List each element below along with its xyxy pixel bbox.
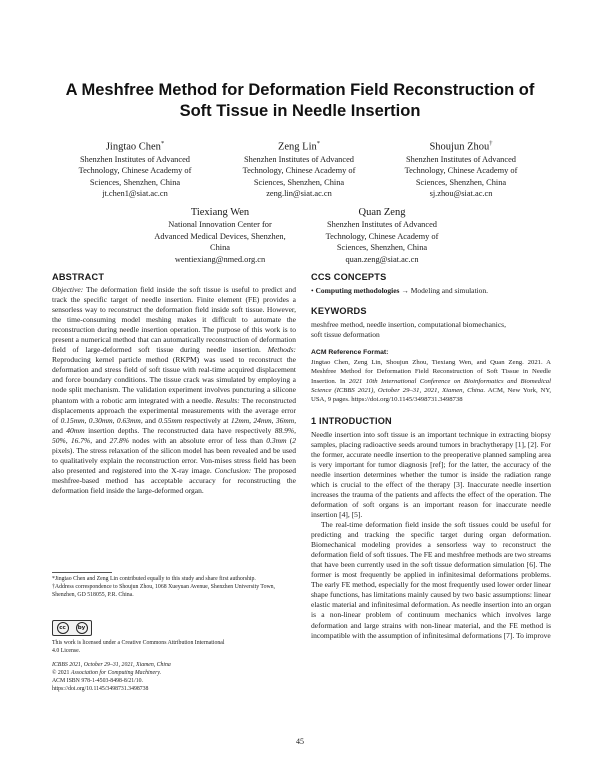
copyright-line: © 2021 Association for Computing Machinery. [52, 669, 162, 676]
objective-label: Objective: [52, 285, 84, 294]
keywords-list: meshfree method, needle insertion, computational biomechanics, soft tissue deformation [311, 320, 506, 340]
conference-line: ICBBS 2021, October 29–31, 2021, Xiamen, China [52, 661, 171, 668]
author-affiliation: National Innovation Center for [168, 220, 272, 229]
results-value: 0.3mm [266, 435, 287, 445]
author-affiliation: Technology, Chinese Academy of [325, 231, 439, 241]
author-affiliation: Advanced Medical Devices, Shenzhen, [154, 231, 286, 241]
results-text: respectively at [184, 415, 229, 425]
left-column [52, 272, 296, 496]
author-email[interactable]: wentiexiang@nmed.org.cn [174, 254, 266, 264]
author-name: Shoujun Zhou† [429, 140, 493, 153]
author-block-4 [130, 206, 310, 265]
conclusion-text: The proposed meshfree-based method has acceptable accuracy for reconstructing the deformation field inside the large-deformed organ. [52, 465, 296, 495]
cc-icon: cc [57, 622, 69, 634]
results-text: insertion depths. The reconstructed data have respectively [88, 425, 272, 435]
author-affiliation: Shenzhen Institutes of Advanced [405, 154, 516, 164]
results-label: Results: [215, 395, 240, 405]
author-affiliation: Technology, Chinese Academy of [242, 166, 356, 176]
author-name: Jingtao Chen* [105, 140, 165, 153]
footnote-correspondence: †Address correspondence to Shoujun Zhou, 1068 Xueyuan Avenue, Shenzhen University Town, Shenzhen, GD 518055, P.R. China. [52, 583, 276, 598]
by-icon: by [76, 622, 88, 634]
author-block-2 [214, 137, 384, 200]
results-value: 0.15mm, 0.30mm, 0.63mm, [60, 415, 143, 425]
author-block-3 [376, 137, 546, 200]
author-affiliation: China [209, 243, 230, 253]
keywords-heading: KEYWORDS [311, 306, 367, 317]
author-affiliation: Sciences, Shenzhen, China [336, 243, 428, 253]
results-value: 27.8% [109, 435, 129, 445]
author-email[interactable]: zeng.lin@siat.ac.cn [266, 189, 332, 199]
license-line: This work is licensed under a Creative Commons Attribution International [52, 640, 225, 646]
results-value: 40mm [66, 425, 85, 435]
abstract-body [52, 285, 296, 496]
results-value: 12mm, 24mm, 36mm, [230, 415, 297, 425]
acm-reference-text: Jingtao Chen, Zeng Lin, Shoujun Zhou, Tiexiang Wen, and Quan Zeng. 2021. A Meshfree Method for Deformation Field Reconstruction of Soft Tissue in Needle Insertion. In 2021 10th International Conference on Bioinformatics and Biomedical Science (ICBBS 2021), October 29–31, 2021, Xiamen, China. ACM, New York, NY, USA, 9 pages. https://doi.org/10.1145/3498731.3498738 [311, 359, 552, 404]
results-text: The reconstructed displacements approach the experimental measurements with the average error of [52, 395, 297, 425]
objective-text: The deformation field inside the soft tissue is useful to predict and track the specific target of needle insertion. Finite element (FE) provides a sensorless way to reconstruct the deformation field inside soft tissue. However, the time-consuming model meshing makes it difficult to automate the reconstruction during needle insertion operation. The purpose of this work is to present a numerical method that can automatically reconstruction of deformation field of large-deformed soft tissue during needle insertion. [52, 285, 296, 355]
author-affiliation: Sciences, Shenzhen, China [89, 177, 181, 187]
page-number: 45 [296, 737, 304, 746]
author-name: Quan Zeng [358, 207, 406, 218]
footnotes [52, 572, 296, 600]
results-text: ( [289, 435, 293, 445]
author-email[interactable]: jt.chen1@siat.ac.cn [102, 189, 168, 199]
results-value: 0.55mm [158, 415, 183, 425]
author-affiliation: Shenzhen Institutes of Advanced [243, 154, 354, 164]
isbn-line: ACM ISBN 978-1-4503-8498-8/21/10. [52, 677, 143, 684]
methods-text: Reproducing kernel particle method (RKPM) was used to reconstruct the deformation and stress field of soft tissue with real-time acquired displacement and force boundary conditions. The tissue crack was simulated by employing a node split mechanism. The validation experiment involves puncturing a silicone phantom with a robotic arm integrated with a needle. [52, 355, 296, 405]
doi-link[interactable]: https://doi.org/10.1145/3498731.3498738 [52, 685, 149, 692]
footnote-rule [52, 572, 112, 573]
acm-reference-heading: ACM Reference Format: [311, 349, 389, 357]
author-name: Zeng Lin* [277, 140, 321, 153]
results-value: 88.9%, 50%, 16.7%, [52, 425, 297, 445]
license-line: 4.0 License. [52, 647, 81, 654]
author-block-5 [297, 206, 467, 265]
author-name: Tiexiang Wen [190, 207, 250, 218]
results-text: nodes with an absolute error of less than [132, 435, 264, 445]
author-affiliation: Sciences, Shenzhen, China [253, 177, 345, 187]
results-text: and [145, 415, 156, 425]
ccs-heading: CCS CONCEPTS [311, 272, 387, 282]
results-text: and [52, 425, 63, 435]
abstract-heading: ABSTRACT [52, 272, 105, 282]
author-affiliation: Technology, Chinese Academy of [78, 166, 192, 176]
results-text: pixels). The stress relaxation of the silicon model has been revealed and be used to qualitatively explain the reconstruction error. Von-mises stress field has been also presented and registered into the X-ray image. [52, 445, 296, 475]
ccs-concepts: • Computing methodologies → Modeling and simulation. [311, 286, 489, 295]
title-line-2: Soft Tissue in Needle Insertion [179, 102, 421, 120]
paper-title [30, 80, 570, 122]
author-affiliation: Technology, Chinese Academy of [404, 166, 518, 176]
introduction-paragraph-2: The real-time deformation field inside the soft tissues could be useful for predicting and tracking the specific target during organ deformation. Biomechanical modeling provides a sensorless way to reconstruct the deformation field of soft tissues. The FE and meshfree methods are two streams that have been currently used in the soft tissue deformation simulation [6]. The former is most frequently be applied in infinitesimal deformations problems. The early FE method, especially for the most frequently used lower order linear shape functions, has limitations mainly caused by two basic assumptions: linear elastic material and infinitesimal deformation. As needle insertion into an organ is a non-linear problem of continuum mechanics which involves large deformation and large strains with non-linear material, and the FE method is incompatible with the assumption of infinitesimal deformations [7]. To improve [311, 520, 551, 640]
author-block-1 [50, 137, 220, 200]
introduction-paragraph-1: Needle insertion into soft tissue is an important technique in extracting biopsy samples, placing radioactive seeds around tumors in brachytherapy [1], [2]. For the former, accurate needle insertion to the preoperative planned sampling area is very important for tumor diagnosis [ref]; for the latter, the accuracy of the needle insertion determines whether the tumor is inside the radiation range which is crucial to the effect of the therapy [3]. Inaccurate needle insertion increases the trauma of the patients and affects the effect of the operation. The deformation of soft organs is an important reason for inaccurate needle insertion [4], [5]. [311, 429, 551, 519]
author-email[interactable]: quan.zeng@siat.ac.cn [345, 254, 419, 264]
right-column [311, 272, 551, 641]
author-affiliation: Shenzhen Institutes of Advanced [326, 220, 437, 229]
footnote-equal-contribution: *Jingtao Chen and Zeng Lin contributed equally to this study and share first authorship. [52, 576, 256, 582]
ccs-category: Computing methodologies [315, 286, 400, 295]
publication-info [52, 662, 296, 694]
author-affiliation: Sciences, Shenzhen, China [415, 177, 507, 187]
author-email[interactable]: sj.zhou@siat.ac.cn [429, 189, 493, 199]
title-line-1: A Meshfree Method for Deformation Field Reconstruction of [65, 81, 535, 99]
methods-label: Methods: [267, 345, 297, 355]
ccs-subcategory: Modeling and simulation. [410, 286, 489, 295]
license-text [52, 640, 296, 656]
creative-commons-badge[interactable] [52, 620, 92, 636]
results-text: and [95, 435, 107, 445]
author-affiliation: Shenzhen Institutes of Advanced [79, 154, 190, 164]
results-value: 2 [292, 435, 297, 445]
introduction-heading: 1 INTRODUCTION [311, 415, 392, 426]
license-block [52, 620, 296, 693]
conclusion-label: Conclusion: [214, 465, 252, 475]
